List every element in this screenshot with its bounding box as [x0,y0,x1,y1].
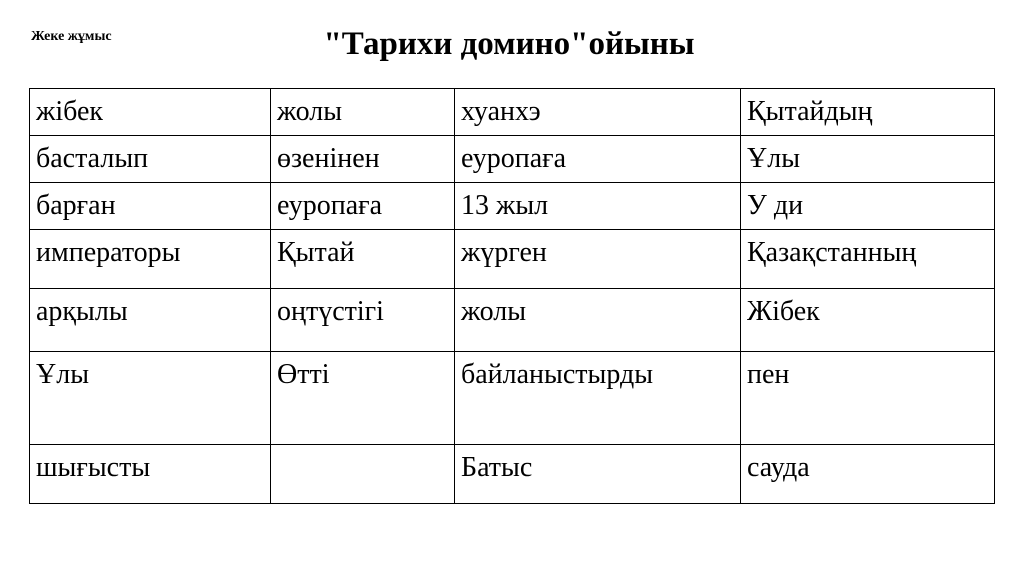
table-cell: Жібек [741,289,995,352]
table-cell: Қытай [271,230,455,289]
table-cell: арқылы [30,289,271,352]
table-row [30,352,995,445]
table-cell: Ұлы [741,136,995,183]
table-row [30,183,995,230]
table-cell: 13 жыл [455,183,741,230]
domino-table [29,88,995,504]
table-row [30,289,995,352]
table-cell: еуропаға [271,183,455,230]
page-title: "Тарихи домино"ойыны [323,26,695,62]
table-row [30,136,995,183]
table-cell: императоры [30,230,271,289]
table-cell: басталып [30,136,271,183]
table-cell: пен [741,352,995,445]
table-cell: шығысты [30,445,271,504]
table-cell: Қазақстанның [741,230,995,289]
table-cell [271,445,455,504]
table-cell: хуанхэ [455,89,741,136]
table-cell: У ди [741,183,995,230]
table-cell: барған [30,183,271,230]
table-cell: оңтүстігі [271,289,455,352]
table-cell: байланыстырды [455,352,741,445]
table-cell: жүрген [455,230,741,289]
table-cell: жолы [455,289,741,352]
table-row [30,445,995,504]
table-cell: Ұлы [30,352,271,445]
table-cell: Қытайдың [741,89,995,136]
table-cell: өзенінен [271,136,455,183]
table-cell: сауда [741,445,995,504]
table-cell: жолы [271,89,455,136]
table-cell: Батыс [455,445,741,504]
table-cell: еуропаға [455,136,741,183]
table-cell: жібек [30,89,271,136]
table-cell: Өтті [271,352,455,445]
table-row [30,230,995,289]
table-row [30,89,995,136]
work-type-label: Жеке жұмыс [31,29,112,44]
